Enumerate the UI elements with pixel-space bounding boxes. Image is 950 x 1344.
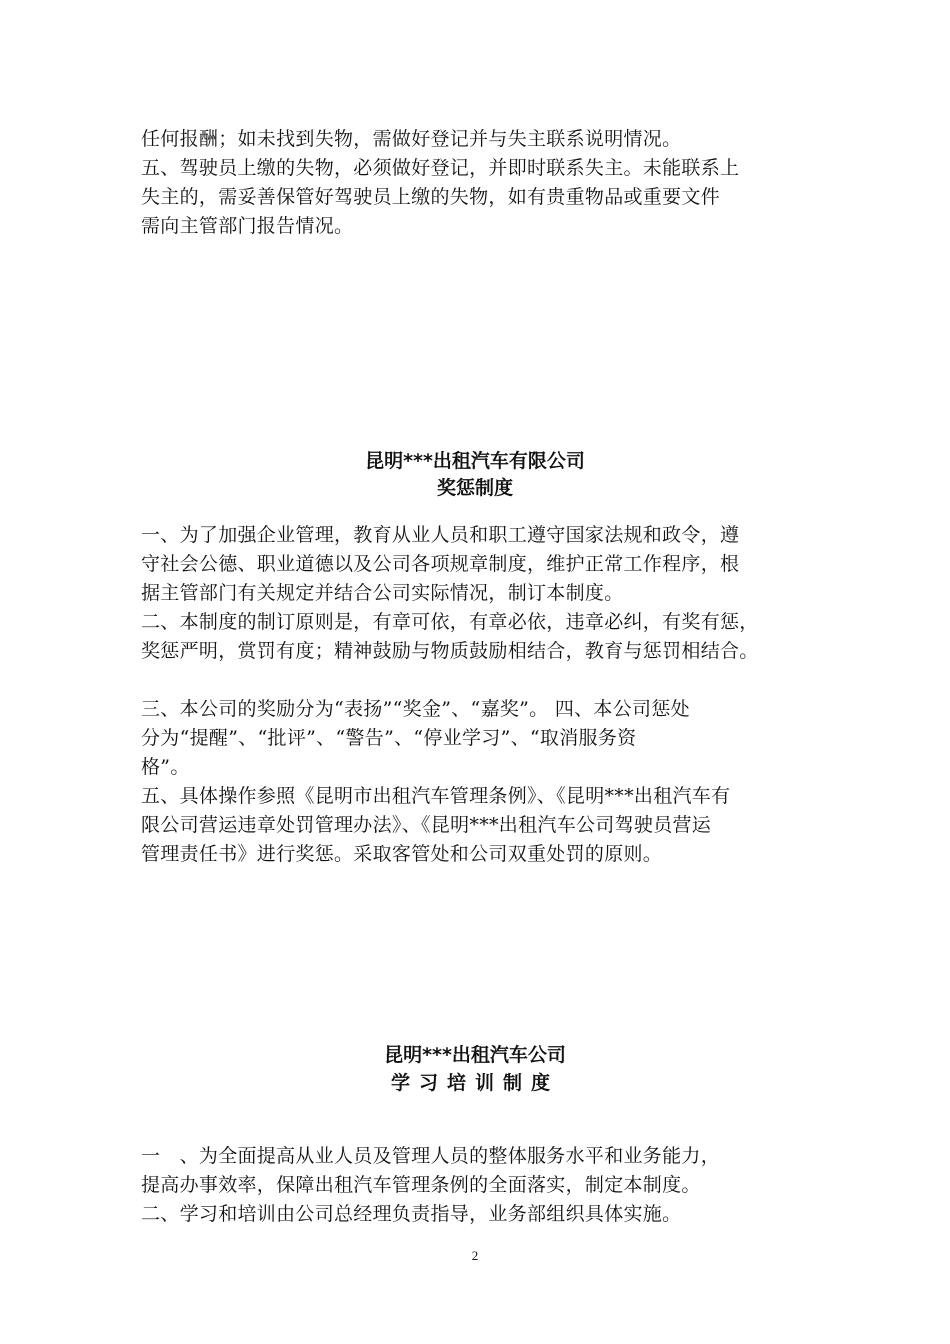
page-number: 2 <box>471 1248 479 1263</box>
reward-punishment-section <box>141 521 831 869</box>
paragraph-line: 奖惩严明，赏罚有度；精神鼓励与物质鼓励相结合，教育与惩罚相结合。 <box>141 640 759 662</box>
section-title: 奖惩制度 <box>436 477 513 499</box>
paragraph-line: 需向主管部门报告情况。 <box>141 215 354 237</box>
paragraph-line: 任何报酬；如未找到失物，需做好登记并与失主联系说明情况。 <box>141 128 682 150</box>
paragraph-line: 分为“提醒”、“批评”、“警告”、“停业学习”、“取消服务资 <box>141 727 637 749</box>
lost-property-section <box>141 125 831 241</box>
paragraph-line: 失主的，需妥善保管好驾驶员上缴的失物，如有贵重物品或重要文件 <box>141 186 721 208</box>
company-heading: 昆明***出租汽车有限公司 <box>365 450 585 472</box>
blank-line <box>141 666 831 695</box>
paragraph-line: 据主管部门有关规定并结合公司实际情况，制订本制度。 <box>141 582 624 604</box>
paragraph-line: 二、本制度的制订原则是，有章可依，有章必依，违章必纠，有奖有惩， <box>141 611 759 633</box>
paragraph-line: 一 、为全面提高从业人员及管理人员的整体服务水平和业务能力， <box>141 1145 721 1167</box>
paragraph-line: 五、驾驶员上缴的失物，必须做好登记，并即时联系失主。未能联系上 <box>141 157 740 179</box>
paragraph-line: 格”。 <box>141 756 190 778</box>
paragraph-line: 一、为了加强企业管理，教育从业人员和职工遵守国家法规和政令，遵 <box>141 524 740 546</box>
paragraph-line: 二、学习和培训由公司总经理负责指导，业务部组织具体实施。 <box>141 1203 682 1225</box>
training-section <box>141 1142 831 1229</box>
paragraph-line: 五、具体操作参照《昆明市出租汽车管理条例》、《昆明***出租汽车有 <box>141 785 731 807</box>
paragraph-line: 管理责任书》进行奖惩。采取客管处和公司双重处罚的原则。 <box>141 843 663 865</box>
paragraph-line: 限公司营运违章处罚管理办法》、《昆明***出租汽车公司驾驶员营运 <box>141 814 712 836</box>
company-heading: 昆明***出租汽车公司 <box>384 1044 566 1066</box>
paragraph-line: 提高办事效率，保障出租汽车管理条例的全面落实，制定本制度。 <box>141 1174 701 1196</box>
paragraph-line: 守社会公德、职业道德以及公司各项规章制度，维护正常工作程序，根 <box>141 553 740 575</box>
section-title: 学习培训制度 <box>390 1072 559 1094</box>
paragraph-line: 三、本公司的奖励分为“表扬”“奖金”、“嘉奖”。 四、本公司惩处 <box>141 698 690 720</box>
